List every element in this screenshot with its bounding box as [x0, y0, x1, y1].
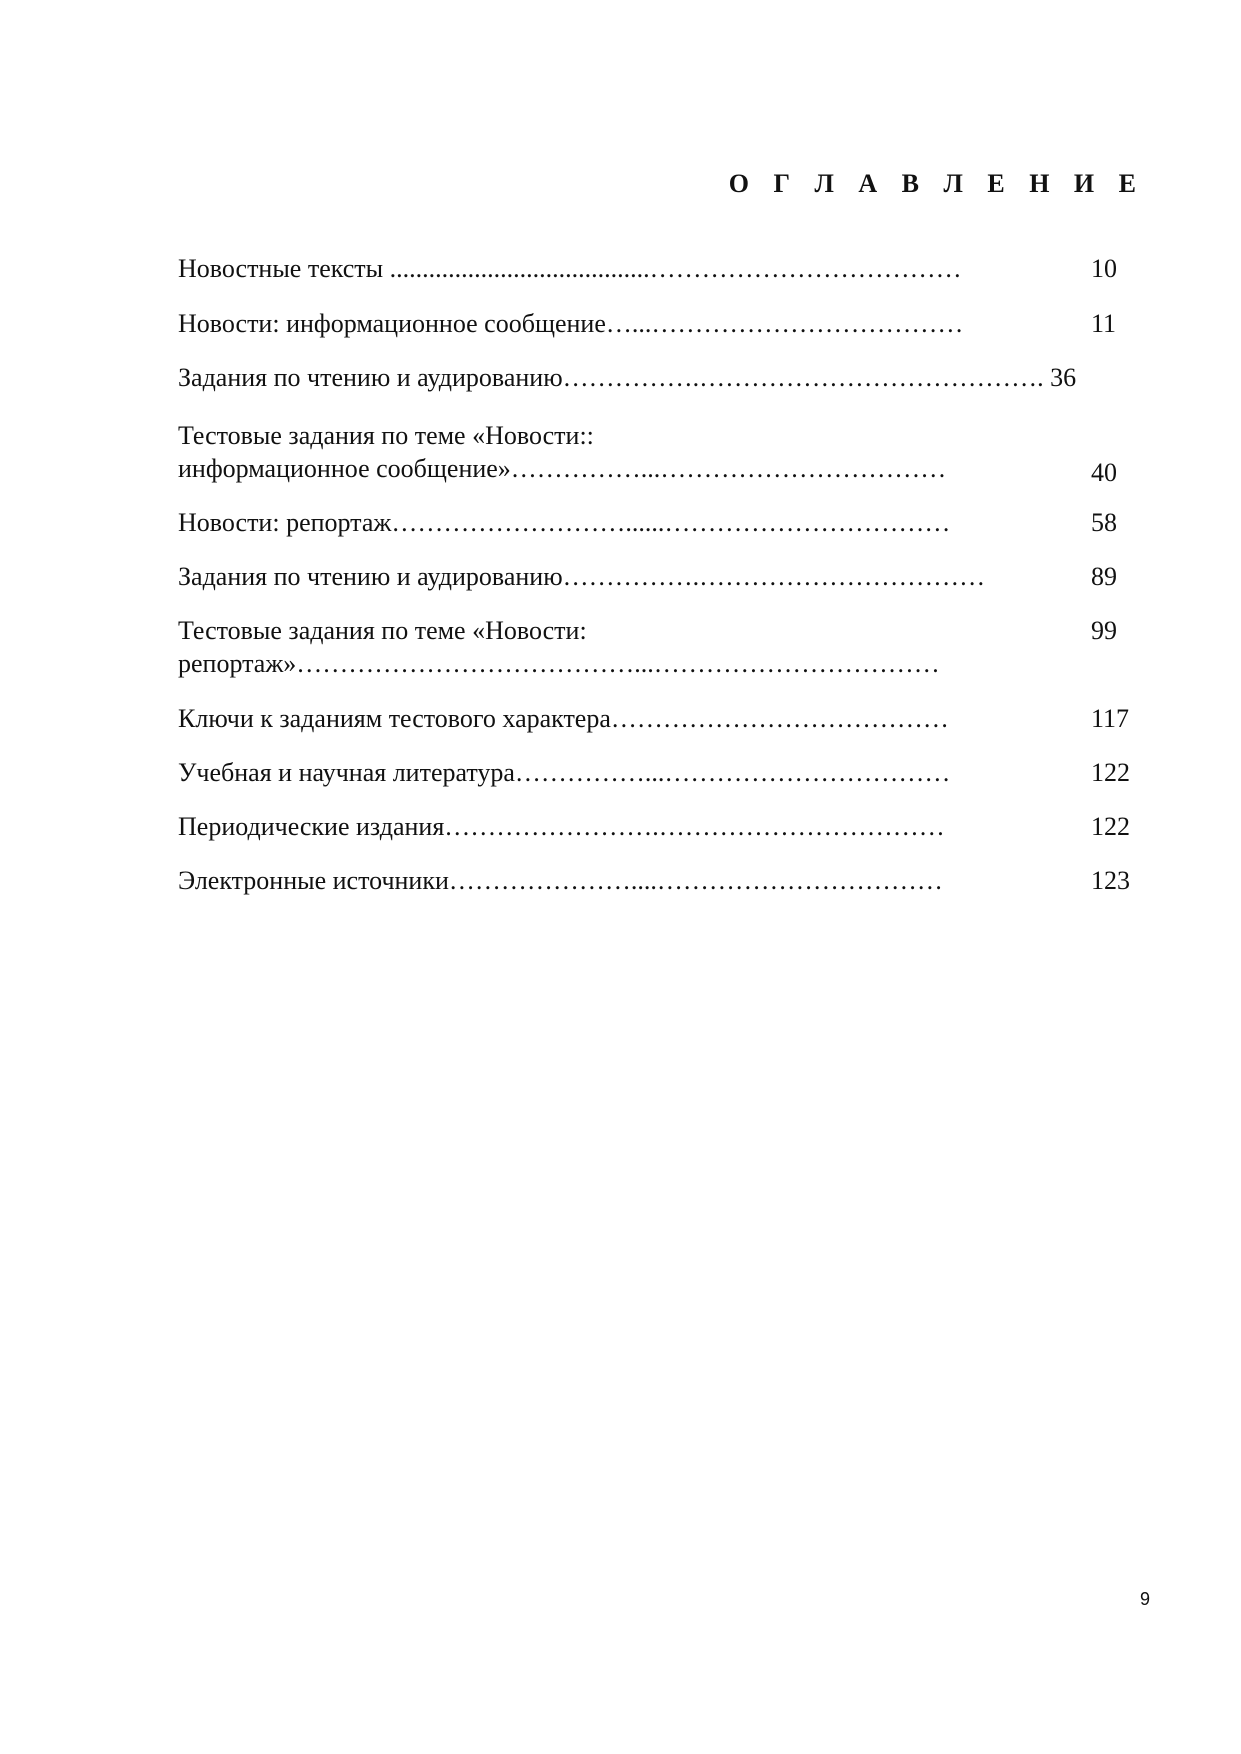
- toc-entry-title-line2: репортаж»…………………………………...……………………………: [178, 649, 940, 678]
- toc-entry-title: Электронные источники…………………....……………………………: [178, 866, 943, 895]
- toc-entry: [178, 507, 1178, 539]
- toc-entry-title: Новости: репортаж………………………......……………………………: [178, 508, 951, 537]
- toc-entry-page: 122: [1091, 812, 1130, 841]
- toc-entry-page: 122: [1091, 758, 1130, 787]
- toc-entry-title: Тестовые задания по теме «Новости::: [178, 421, 594, 450]
- toc-entry-continuation: [178, 648, 1178, 680]
- toc-entry-title: Новости: информационное сообщение…...………………………………: [178, 309, 964, 338]
- toc-entry-page: 89: [1091, 562, 1117, 591]
- toc-entry-continuation: [178, 453, 1178, 485]
- toc-entry: [178, 703, 1178, 735]
- toc-entry-page: 123: [1091, 866, 1130, 895]
- toc-entry: [178, 420, 1178, 452]
- toc-entry-title: Учебная и научная литература……………...……………………………: [178, 758, 951, 787]
- toc-entry: [178, 308, 1178, 340]
- toc-entry-page: 10: [1091, 254, 1117, 283]
- toc-entry-title: Тестовые задания по теме «Новости:: [178, 616, 587, 645]
- page-title: О Г Л А В Л Е Н И Е: [728, 169, 1145, 198]
- toc-entry: [178, 757, 1178, 789]
- toc-entry: [178, 811, 1178, 843]
- toc-entry-title: Задания по чтению и аудированию…………….……………………………: [178, 562, 986, 591]
- toc-entry: [178, 615, 1178, 647]
- toc-entry-page: 40: [1091, 458, 1117, 487]
- toc-entry: [178, 561, 1178, 593]
- toc-entry-title: Новостные тексты ........................................………………………………: [178, 254, 962, 283]
- toc-entry-title: Ключи к заданиям тестового характера…………………………………: [178, 704, 949, 733]
- toc-entry-title-line2: информационное сообщение»……………...……………………………: [178, 454, 947, 483]
- toc-entry-page: 11: [1091, 309, 1117, 338]
- toc-entry-title: Задания по чтению и аудированию…………….…………………………………. 36: [178, 363, 1077, 392]
- toc-entry: [178, 865, 1178, 897]
- toc-entry-page: 99: [1091, 616, 1117, 645]
- toc-entry: [178, 362, 1178, 394]
- toc-entry: [178, 253, 1178, 285]
- toc-entry-page: 58: [1091, 508, 1117, 537]
- toc-entry-title: Периодические издания…………………….……………………………: [178, 812, 945, 841]
- page-number: 9: [1140, 1589, 1151, 1609]
- toc-entry-page: 117: [1091, 704, 1130, 733]
